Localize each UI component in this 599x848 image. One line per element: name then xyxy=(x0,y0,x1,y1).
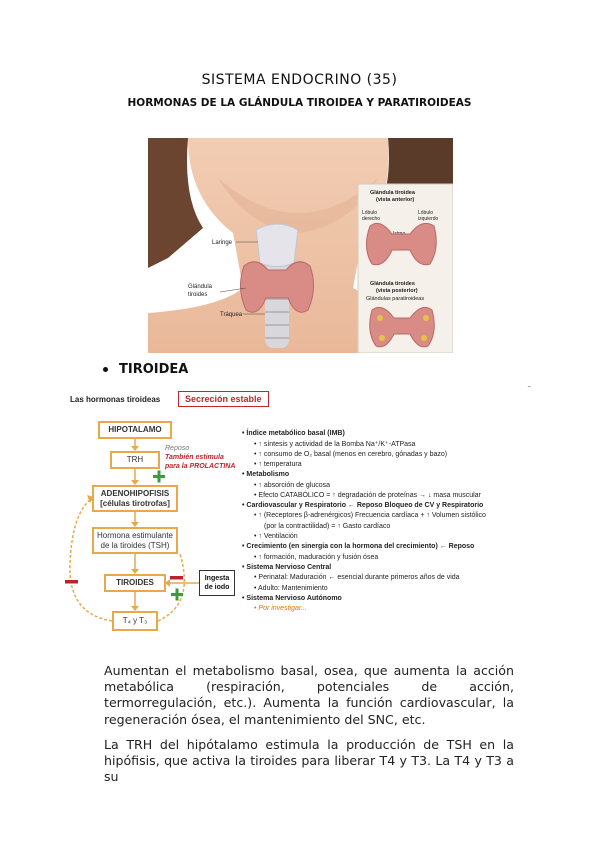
svg-text:Lóbulo: Lóbulo xyxy=(418,210,434,216)
svg-text:derecho: derecho xyxy=(362,216,381,222)
effect-item: • Efecto CATABÓLICO = ↑ degradación de proteínas → ↓ masa muscular xyxy=(254,491,481,499)
effect-item: • Por investigar... xyxy=(254,605,307,613)
tiroides-box: TIROIDES xyxy=(104,574,166,592)
svg-text:Glándula tiroides: Glándula tiroides xyxy=(370,281,415,287)
effect-item: • Índice metabólico basal (IMB) xyxy=(242,430,345,437)
page-title: SISTEMA ENDOCRINO (35) xyxy=(201,72,398,88)
yodo-line-2: de iodo xyxy=(204,584,230,591)
label-glandula-2: tiroides xyxy=(188,292,208,298)
trh-note-line1: También estimula xyxy=(165,454,224,461)
tsh-line-2: de la tiroides (TSH) xyxy=(100,541,170,550)
thyroid-anatomy-illustration xyxy=(148,138,453,353)
effect-item: • ↑ formación, maduración y fusión ósea xyxy=(254,553,379,561)
bullet-dot-icon xyxy=(103,367,108,372)
plus-icon-2-vertical xyxy=(176,589,179,601)
trh-box: TRH xyxy=(110,451,160,469)
effect-item: • Crecimiento (en sinergia con la hormona del crecimiento) ← Reposo xyxy=(242,543,475,551)
svg-text:izquierdo: izquierdo xyxy=(418,216,439,222)
yodo-line-1: Ingesta xyxy=(204,575,230,582)
diagram-heading: Las hormonas tiroideas xyxy=(70,395,161,404)
effect-item: • Sistema Nervioso Central xyxy=(242,563,332,571)
svg-text:Lóbulo: Lóbulo xyxy=(362,210,378,216)
effect-item: • Cardiovascular y Respiratorio ← Reposo Bloqueo de CV y Respiratorio xyxy=(242,502,484,510)
effect-item: • Adulto: Mantenimiento xyxy=(254,584,328,592)
effect-item: • ↑ (Receptores β-adrenérgicos) Frecuencia cardíaca + ↑ Volumen sistólico xyxy=(254,512,486,520)
effect-item: • ↑ Ventilación xyxy=(254,533,298,540)
adeno-line-2: [células tirotrofas] xyxy=(100,499,170,508)
label-laringe: Laringe xyxy=(212,240,233,246)
inset-top-title-2: (vista anterior) xyxy=(376,197,415,203)
effect-item: • ↑ temperatura xyxy=(254,460,302,468)
paragraph-1: Aumentan el metabolismo basal, osea, que aumenta la acción metabólica (respiración, potenciales de acción, termorregulación, etc.). Aumenta la función cardiovascular, la regeneración ósea, el mantenimiento del SNC, etc. xyxy=(104,663,514,727)
page-subtitle: HORMONAS DE LA GLÁNDULA TIROIDEA Y PARATIROIDEAS xyxy=(127,97,472,109)
svg-text:Glándulas paratiroideas: Glándulas paratiroideas xyxy=(366,296,425,302)
section-bullet xyxy=(103,362,188,377)
curl-mark-icon: ˜ xyxy=(527,386,532,396)
label-glandula-1: Glándula xyxy=(188,284,213,290)
effect-item: • Perinatal: Maduración ← esencial durante primeros años de vida xyxy=(254,574,460,582)
trh-note-reposo: Reposo xyxy=(165,445,190,452)
label-traquea: Tráquea xyxy=(220,312,243,318)
effect-item: • ↑ consumo de O₂ basal (menos en cerebro, gónadas y bazo) xyxy=(254,450,448,458)
adeno-line-1: ADENOHIPOFISIS xyxy=(100,489,170,498)
svg-text:(vista posterior): (vista posterior) xyxy=(376,288,418,294)
trh-note-line2: para la PROLACTINA xyxy=(165,463,236,470)
effect-item: • ↑ síntesis y actividad de la Bomba Na⁺/K⁺-ATPasa xyxy=(254,441,416,449)
effect-item: • Metabolismo xyxy=(242,471,290,479)
t4-t3-box: T₄ y T₃ xyxy=(112,611,158,631)
stable-secretion-badge: Secreción estable xyxy=(178,391,269,407)
hipotalamo-box: HIPOTALAMO xyxy=(98,421,172,439)
paragraph-2: La TRH del hipótalamo estimula la producción de TSH en la hipófisis, que activa la tiroides para liberar T4 y T3. La T4 y T3 a su xyxy=(104,737,514,785)
thyroid-hormones-diagram xyxy=(60,384,540,650)
minus-icon-2 xyxy=(170,576,183,580)
effect-item: • Sistema Nervioso Autónomo xyxy=(242,594,342,602)
section-bullet-label: TIROIDEA xyxy=(119,362,189,377)
inset-top-title-1: Glándula tiroidea xyxy=(370,190,415,196)
tsh-line-1: Hormona estimulante xyxy=(96,531,174,540)
effect-item: (por la contractilidad) = ↑ Gasto cardíaco xyxy=(264,522,391,530)
effect-item: • ↑ absorción de glucosa xyxy=(254,481,330,489)
plus-icon-vertical xyxy=(158,471,161,483)
minus-icon xyxy=(65,580,78,584)
